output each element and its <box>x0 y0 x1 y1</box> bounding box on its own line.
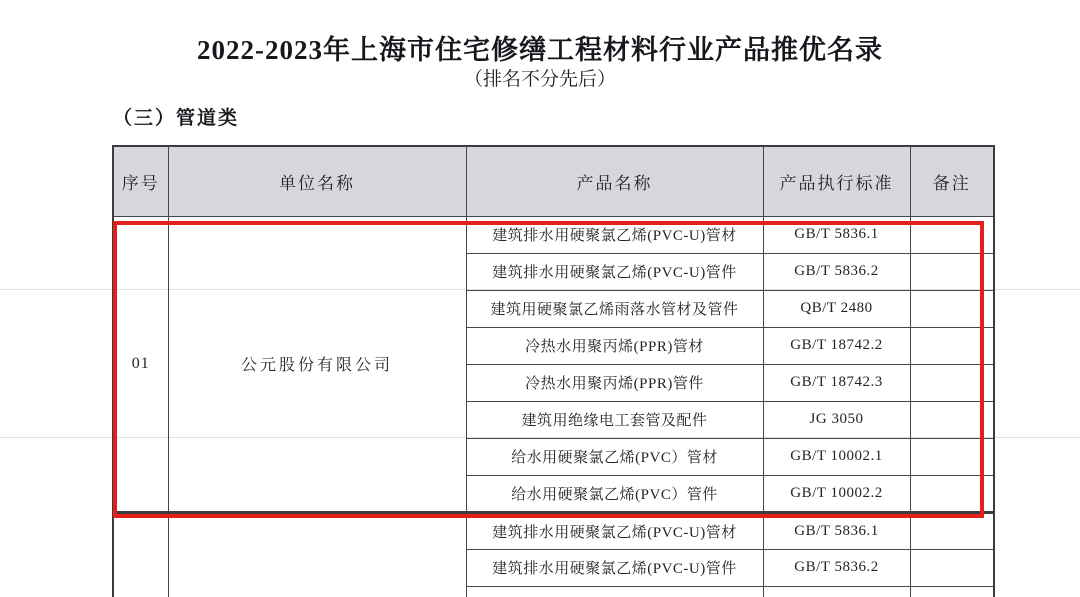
product-standard: GB/T 5836.1 <box>763 216 910 253</box>
remark-cell <box>910 401 994 438</box>
remark-cell <box>910 364 994 401</box>
product-standard: JG 3050 <box>763 401 910 438</box>
remark-cell <box>910 512 994 549</box>
product-standard: GB/T 5836.2 <box>763 549 910 586</box>
product-standard: GB/T 10002.2 <box>763 475 910 512</box>
product-standard: GB/T 18742.2 <box>763 327 910 364</box>
page-subtitle: （排名不分先后） <box>463 69 616 90</box>
product-table <box>112 145 995 597</box>
col-header-standard: 产品执行标准 <box>763 146 910 216</box>
remark-cell <box>910 290 994 327</box>
product-name: 建筑用绝缘电工套管及配件 <box>466 401 763 438</box>
product-name: 冷热水用聚丙烯(PPR)管材 <box>466 327 763 364</box>
remark-cell <box>910 586 994 597</box>
remark-cell <box>910 549 994 586</box>
remark-cell <box>910 216 994 253</box>
seq-cell: 01 <box>113 216 168 512</box>
remark-cell <box>910 327 994 364</box>
col-header-remark: 备注 <box>910 146 994 216</box>
product-name: 建筑用硬聚氯乙烯雨落水管材及管件 <box>466 290 763 327</box>
product-standard: GB/T 10002.1 <box>763 438 910 475</box>
section-heading: （三）管道类 <box>113 108 240 129</box>
table-row <box>113 216 994 253</box>
company-cell <box>168 512 466 597</box>
table-header-row <box>113 146 994 216</box>
seq-cell <box>113 512 168 597</box>
remark-cell <box>910 253 994 290</box>
col-header-product: 产品名称 <box>466 146 763 216</box>
product-standard: GB/T 18742.3 <box>763 364 910 401</box>
product-name: 建筑排水用硬聚氯乙烯(PVC-U)管件 <box>466 549 763 586</box>
product-standard: QB/T 2480 <box>763 290 910 327</box>
product-name <box>466 586 763 597</box>
product-standard: GB/T 5836.2 <box>763 253 910 290</box>
col-header-seq: 序号 <box>113 146 168 216</box>
product-name: 冷热水用聚丙烯(PPR)管件 <box>466 364 763 401</box>
page-title: 2022-2023年上海市住宅修缮工程材料行业产品推优名录 <box>197 35 883 65</box>
product-name: 给水用硬聚氯乙烯(PVC）管材 <box>466 438 763 475</box>
table-row <box>113 512 994 549</box>
remark-cell <box>910 438 994 475</box>
product-name: 建筑排水用硬聚氯乙烯(PVC-U)管材 <box>466 216 763 253</box>
product-standard <box>763 586 910 597</box>
product-name: 建筑排水用硬聚氯乙烯(PVC-U)管材 <box>466 512 763 549</box>
product-standard: GB/T 5836.1 <box>763 512 910 549</box>
company-cell: 公元股份有限公司 <box>168 216 466 512</box>
product-name: 建筑排水用硬聚氯乙烯(PVC-U)管件 <box>466 253 763 290</box>
remark-cell <box>910 475 994 512</box>
col-header-company: 单位名称 <box>168 146 466 216</box>
product-name: 给水用硬聚氯乙烯(PVC）管件 <box>466 475 763 512</box>
